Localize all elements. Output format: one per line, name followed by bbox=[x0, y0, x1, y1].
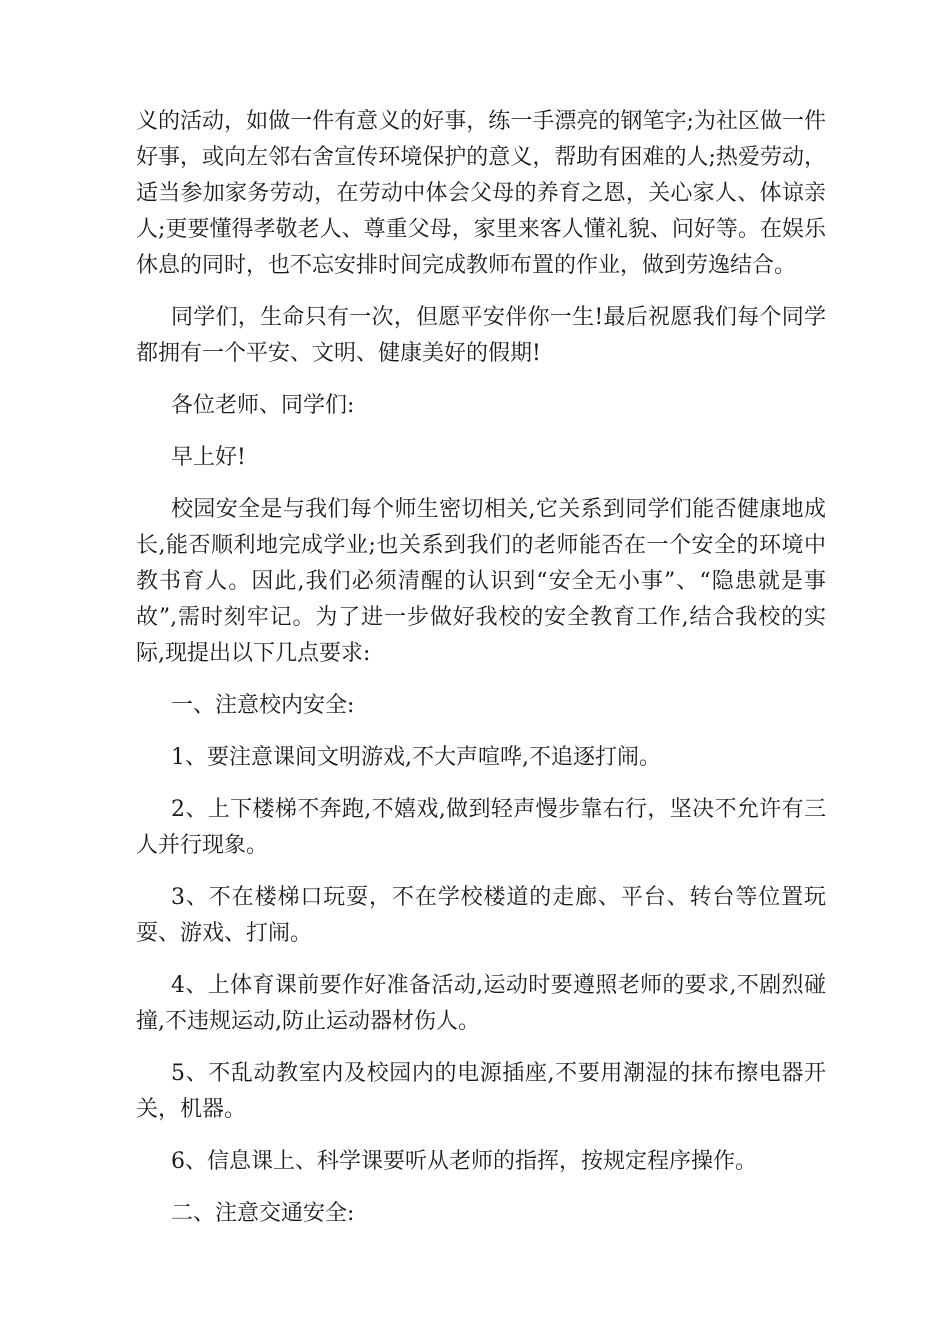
list-item-4: 4、上体育课前要作好准备活动,运动时要遵照老师的要求,不剧烈碰撞,不违规运动,防止运动器材伤人。 bbox=[136, 973, 826, 1034]
document-page bbox=[136, 104, 826, 1248]
list-item-3: 3、不在楼梯口玩耍，不在学校楼道的走廊、平台、转台等位置玩耍、游戏、打闹。 bbox=[136, 885, 826, 946]
section-heading-campus-safety: 一、注意校内安全: bbox=[171, 693, 355, 718]
paragraph-greeting: 早上好! bbox=[171, 445, 246, 470]
list-item-2: 2、上下楼梯不奔跑,不嬉戏,做到轻声慢步靠右行，坚决不允许有三人并行现象。 bbox=[136, 797, 826, 858]
list-item-5: 5、不乱动教室内及校园内的电源插座,不要用潮湿的抹布擦电器开关，机器。 bbox=[136, 1061, 826, 1122]
paragraph-salutation: 各位老师、同学们: bbox=[171, 393, 355, 418]
list-item-6: 6、信息课上、科学课要听从老师的指挥，按规定程序操作。 bbox=[171, 1149, 757, 1174]
paragraph-activities: 义的活动，如做一件有意义的好事，练一手漂亮的钢笔字;为社区做一件好事，或向左邻右舍宣传环境保护的意义，帮助有困难的人;热爱劳动，适当参加家务劳动，在劳动中体会父母的养育之恩，关心家人、体谅亲人;更要懂得孝敬老人、尊重父母，家里来客人懂礼貌、问好等。在娱乐休息的同时，也不忘安排时间完成教师布置的作业，做到劳逸结合。 bbox=[136, 109, 826, 278]
section-heading-traffic-safety: 二、注意交通安全: bbox=[171, 1201, 355, 1226]
list-item-1: 1、要注意课间文明游戏,不大声喧哗,不追逐打闹。 bbox=[171, 745, 661, 770]
paragraph-campus-safety-intro: 校园安全是与我们每个师生密切相关,它关系到同学们能否健康地成长,能否顺利地完成学业;也关系到我们的老师能否在一个安全的环境中教书育人。因此,我们必须清醒的认识到“安全无小事”、“隐患就是事故”,需时刻牢记。为了进一步做好我校的安全教育工作,结合我校的实际,现提出以下几点要求: bbox=[136, 497, 826, 666]
paragraph-closing-wish: 同学们，生命只有一次，但愿平安伴你一生!最后祝愿我们每个同学都拥有一个平安、文明、健康美好的假期! bbox=[136, 305, 826, 366]
